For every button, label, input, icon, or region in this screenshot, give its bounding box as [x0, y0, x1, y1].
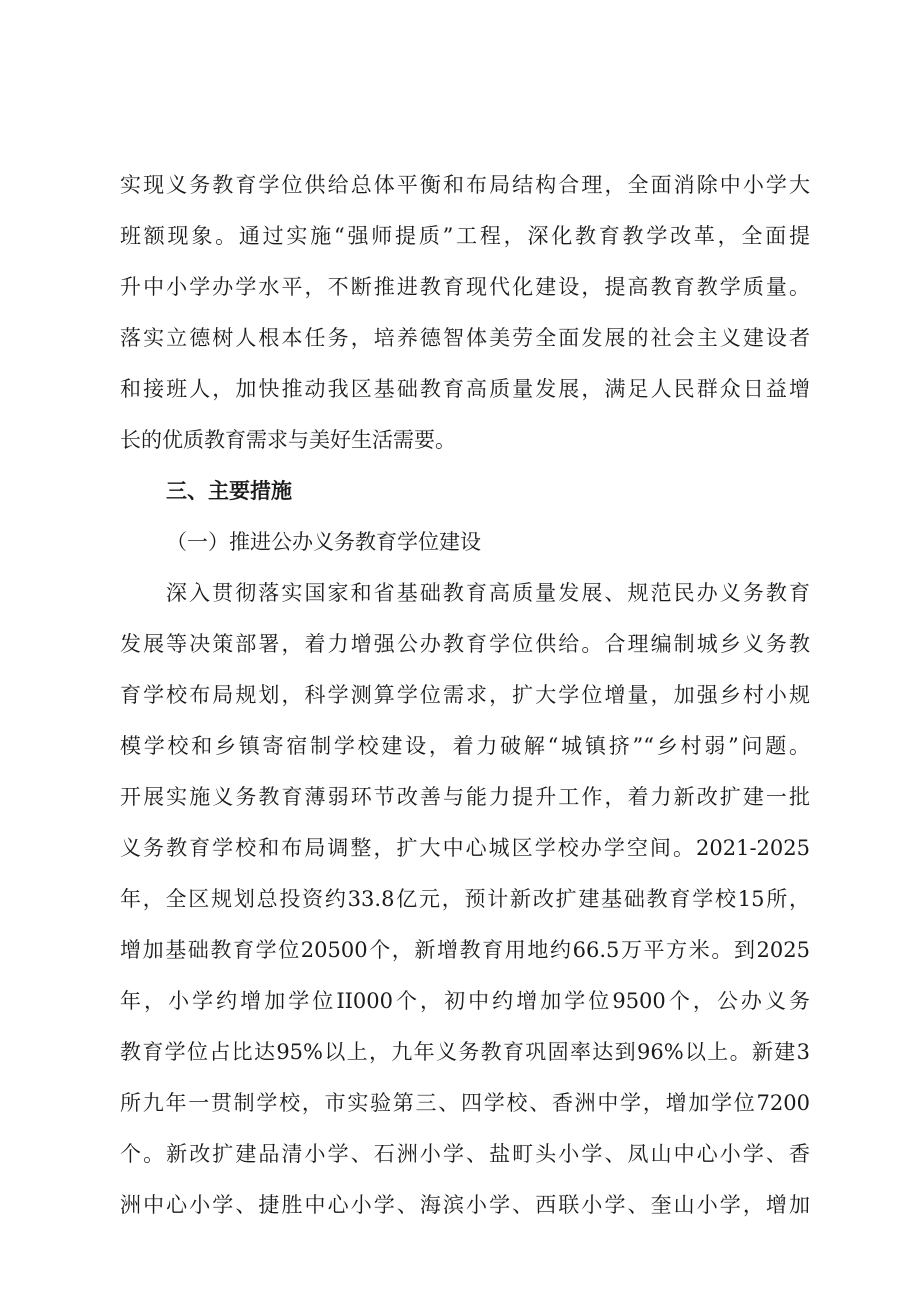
paragraph-1-line: 长的优质教育需求与美好生活需要。 [120, 428, 456, 452]
paragraph-2-line: 增加基础教育学位20500个，新增教育用地约66.5万平方米。到2025 [120, 938, 810, 962]
paragraph-1-line: 落实立德树人根本任务，培养德智体美劳全面发展的社会主义建设者 [120, 326, 810, 350]
subsection-heading: （一）推进公办义务教育学位建设 [166, 530, 481, 554]
paragraph-1-line: 班额现象。通过实施“强师提质”工程，深化教育教学改革，全面提 [120, 224, 810, 248]
paragraph-2-line: 义务教育学校和布局调整，扩大中心城区学校办学空间。2021-2025 [120, 836, 810, 860]
paragraph-2-line: 教育学位占比达95%以上，九年义务教育巩固率达到96%以上。新建3 [120, 1040, 810, 1064]
paragraph-2-line: 年，全区规划总投资约33.8亿元，预计新改扩建基础教育学校15所， [120, 887, 810, 911]
paragraph-2-line: 育学校布局规划，科学测算学位需求，扩大学位增量，加强乡村小规 [120, 683, 810, 707]
paragraph-1-line: 升中小学办学水平，不断推进教育现代化建设，提高教育教学质量。 [120, 275, 810, 299]
paragraph-2-line: 模学校和乡镇寄宿制学校建设，着力破解“城镇挤”“乡村弱”问题。 [120, 734, 810, 758]
paragraph-2-line: 年，小学约增加学位II000个，初中约增加学位9500个，公办义务 [120, 989, 810, 1013]
paragraph-2-line: 发展等决策部署，着力增强公办教育学位供给。合理编制城乡义务教 [120, 632, 810, 656]
paragraph-2-line: 开展实施义务教育薄弱环节改善与能力提升工作，着力新改扩建一批 [120, 785, 810, 809]
paragraph-1-line: 和接班人，加快推动我区基础教育高质量发展，满足人民群众日益增 [120, 377, 810, 401]
paragraph-2-line: 深入贯彻落实国家和省基础教育高质量发展、规范民办义务教育 [166, 581, 810, 605]
paragraph-2-line: 个。新改扩建品清小学、石洲小学、盐町头小学、凤山中心小学、香 [120, 1142, 810, 1166]
section-heading: 三、主要措施 [166, 479, 292, 503]
paragraph-1-line: 实现义务教育学位供给总体平衡和布局结构合理，全面消除中小学大 [120, 173, 810, 197]
paragraph-2-line: 洲中心小学、捷胜中心小学、海滨小学、西联小学、奎山小学，增加 [120, 1193, 810, 1217]
paragraph-2-line: 所九年一贯制学校，市实验第三、四学校、香洲中学，增加学位7200 [120, 1091, 810, 1115]
